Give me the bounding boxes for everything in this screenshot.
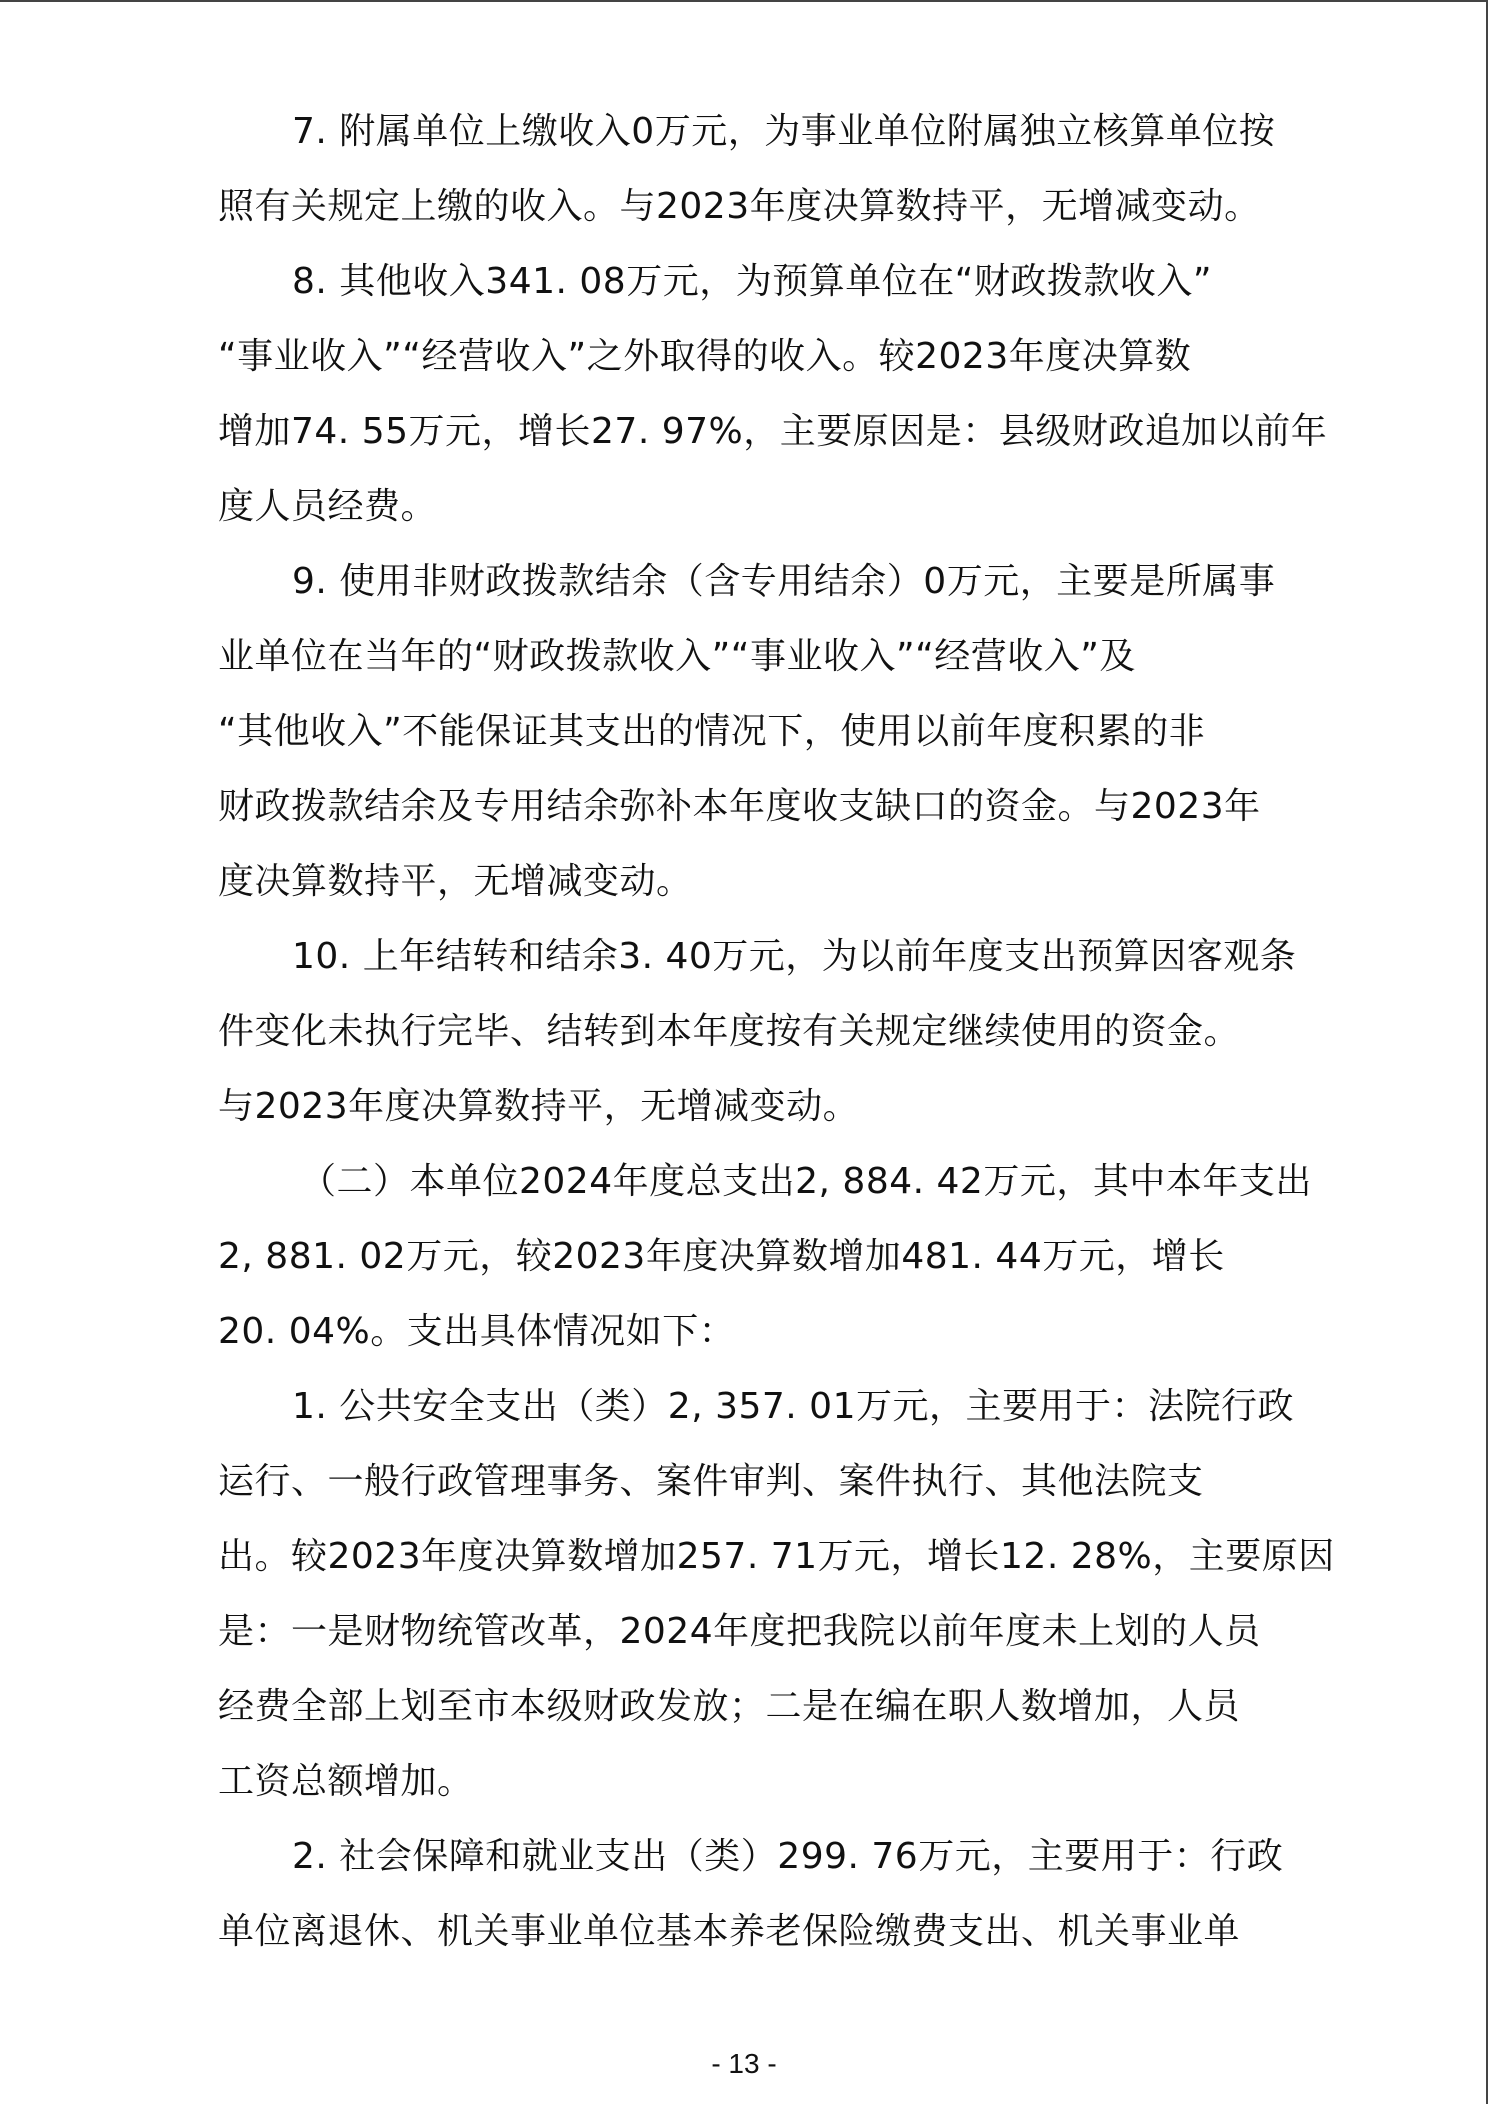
- text-line: “事业收入”“经营收入”之外取得的收入。较2023年度决算数: [218, 336, 1192, 377]
- text-line: 业单位在当年的“财政拨款收入”“事业收入”“经营收入”及: [218, 636, 1136, 677]
- text-line: 8. 其他收入341. 08万元，为预算单位在“财政拨款收入”: [292, 261, 1213, 302]
- text-line: 工资总额增加。: [218, 1761, 474, 1802]
- text-line: 10. 上年结转和结余3. 40万元，为以前年度支出预算因客观条: [292, 936, 1297, 977]
- text-line: 运行、一般行政管理事务、案件审判、案件执行、其他法院支: [218, 1461, 1204, 1502]
- text-line: “其他收入”不能保证其支出的情况下，使用以前年度积累的非: [218, 711, 1206, 752]
- text-line: 单位离退休、机关事业单位基本养老保险缴费支出、机关事业单: [218, 1911, 1241, 1952]
- text-line: 2. 社会保障和就业支出（类）299. 76万元，主要用于：行政: [292, 1836, 1284, 1877]
- text-line: 经费全部上划至市本级财政发放；二是在编在职人数增加，人员: [218, 1686, 1241, 1727]
- text-line: 1. 公共安全支出（类）2, 357. 01万元，主要用于：法院行政: [292, 1386, 1294, 1427]
- text-line: 出。较2023年度决算数增加257. 71万元，增长12. 28%，主要原因: [218, 1536, 1335, 1577]
- text-line: 7. 附属单位上缴收入0万元，为事业单位附属独立核算单位按: [292, 111, 1276, 152]
- text-line: 度决算数持平，无增减变动。: [218, 861, 693, 902]
- text-line: 是：一是财物统管改革，2024年度把我院以前年度未上划的人员: [218, 1611, 1261, 1652]
- text-line: 度人员经费。: [218, 486, 438, 527]
- text-line: 照有关规定上缴的收入。与2023年度决算数持平，无增减变动。: [218, 186, 1261, 227]
- text-line: 件变化未执行完毕、结转到本年度按有关规定继续使用的资金。: [218, 1011, 1241, 1052]
- text-line: 与2023年度决算数持平，无增减变动。: [218, 1086, 860, 1127]
- page-number: - 13 -: [711, 2048, 777, 2079]
- page-body: [218, 100, 1335, 1975]
- text-line: 增加74. 55万元，增长27. 97%，主要原因是：县级财政追加以前年: [218, 411, 1328, 452]
- text-line: 9. 使用非财政拨款结余（含专用结余）0万元，主要是所属事: [292, 561, 1276, 602]
- text-line: 财政拨款结余及专用结余弥补本年度收支缺口的资金。与2023年: [218, 786, 1261, 827]
- text-line: 20. 04%。支出具体情况如下：: [218, 1311, 736, 1352]
- section-heading-line: （二）本单位2024年度总支出2, 884. 42万元，其中本年支出: [300, 1161, 1312, 1202]
- text-line: 2, 881. 02万元，较2023年度决算数增加481. 44万元，增长: [218, 1236, 1225, 1277]
